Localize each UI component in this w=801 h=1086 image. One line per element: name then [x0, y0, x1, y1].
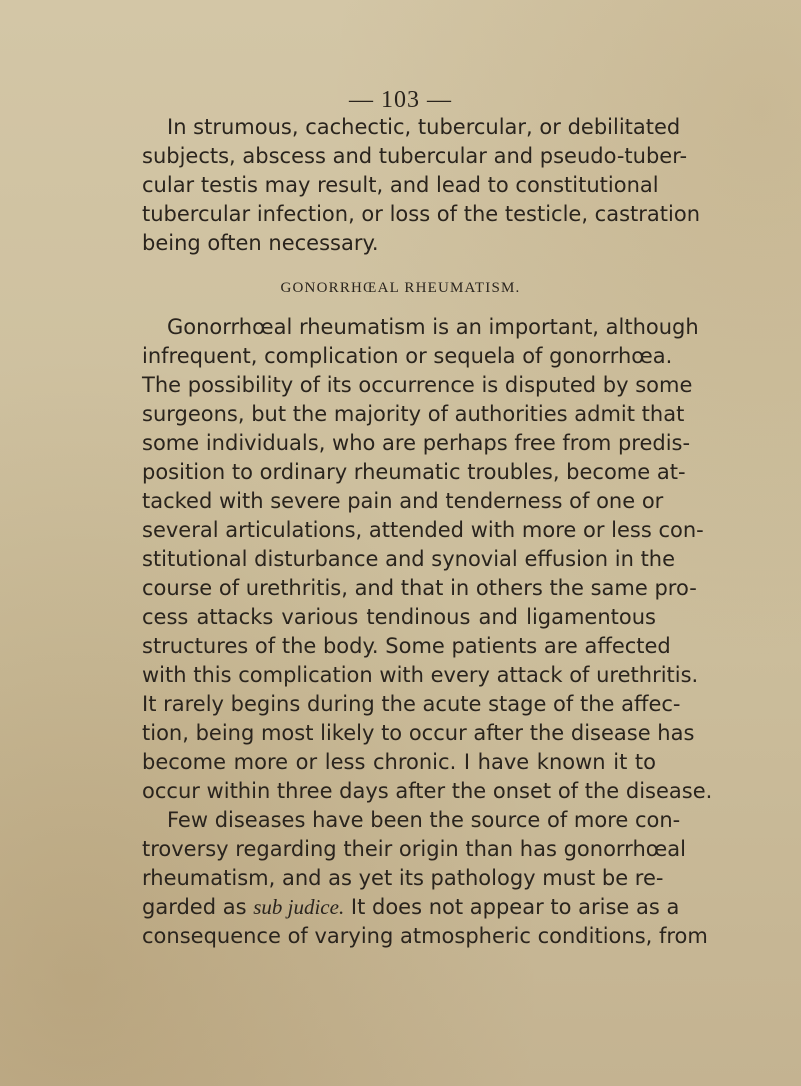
paragraph-line: being often necessary. — [142, 231, 379, 255]
paragraph-line: infrequent, complication or sequela of gonorrhœa. — [142, 344, 673, 368]
paragraph-line: position to ordinary rheumatic troubles, become at- — [142, 460, 686, 484]
line-segment: It does not appear to arise as a — [350, 895, 680, 919]
paragraph-line: It rarely begins during the acute stage of the affec- — [142, 692, 681, 716]
paragraph-line: course of urethritis, and that in others the same pro- — [142, 576, 697, 600]
paragraph-line: rheumatism, and as yet its pathology must be re- — [142, 866, 664, 890]
paragraph-line: consequence of varying atmospheric conditions, from — [142, 924, 708, 948]
paragraph-line: become more or less chronic. I have known it to — [142, 750, 656, 774]
paragraph-line: some individuals, who are perhaps free from predis- — [142, 431, 691, 455]
paragraph-line: Gonorrhœal rheumatism is an important, although — [167, 315, 699, 339]
paragraph-line: subjects, abscess and tubercular and pseudo-tuber- — [142, 144, 688, 168]
paragraph-line: cular testis may result, and lead to constitutional — [142, 173, 659, 197]
paragraph-line: several articulations, attended with more or less con- — [142, 518, 704, 542]
paragraph-line: troversy regarding their origin than has gonorrhœal — [142, 837, 686, 861]
paragraph-line-mixed — [142, 893, 680, 922]
paragraph-line: Few diseases have been the source of more con- — [167, 808, 681, 832]
paragraph-line: with this complication with every attack of urethritis. — [142, 663, 699, 687]
paragraph-line: structures of the body. Some patients are affected — [142, 634, 671, 658]
paragraph-line: cess attacks various tendinous and ligamentous — [142, 605, 656, 629]
paragraph-line: surgeons, but the majority of authorities admit that — [142, 402, 685, 426]
intro-paragraph — [142, 113, 700, 258]
paragraph-line: tion, being most likely to occur after the disease has — [142, 721, 695, 745]
section-heading: GONORRHŒAL RHEUMATISM. — [280, 280, 521, 296]
page-number: — 103 — — [349, 87, 452, 113]
paragraph-line: The possibility of its occurrence is disputed by some — [142, 373, 693, 397]
paragraph-line: tubercular infection, or loss of the testicle, castration — [142, 202, 700, 226]
latin-phrase: sub judice. — [253, 895, 345, 919]
paragraph-line: In strumous, cachectic, tubercular, or debilitated — [167, 115, 681, 139]
line-segment: garded as — [142, 895, 247, 919]
paragraph-line: stitutional disturbance and synovial effusion in the — [142, 547, 676, 571]
paragraph-line: occur within three days after the onset of the disease. — [142, 779, 713, 803]
paragraph-line: tacked with severe pain and tenderness of one or — [142, 489, 664, 513]
main-paragraph — [142, 313, 713, 951]
